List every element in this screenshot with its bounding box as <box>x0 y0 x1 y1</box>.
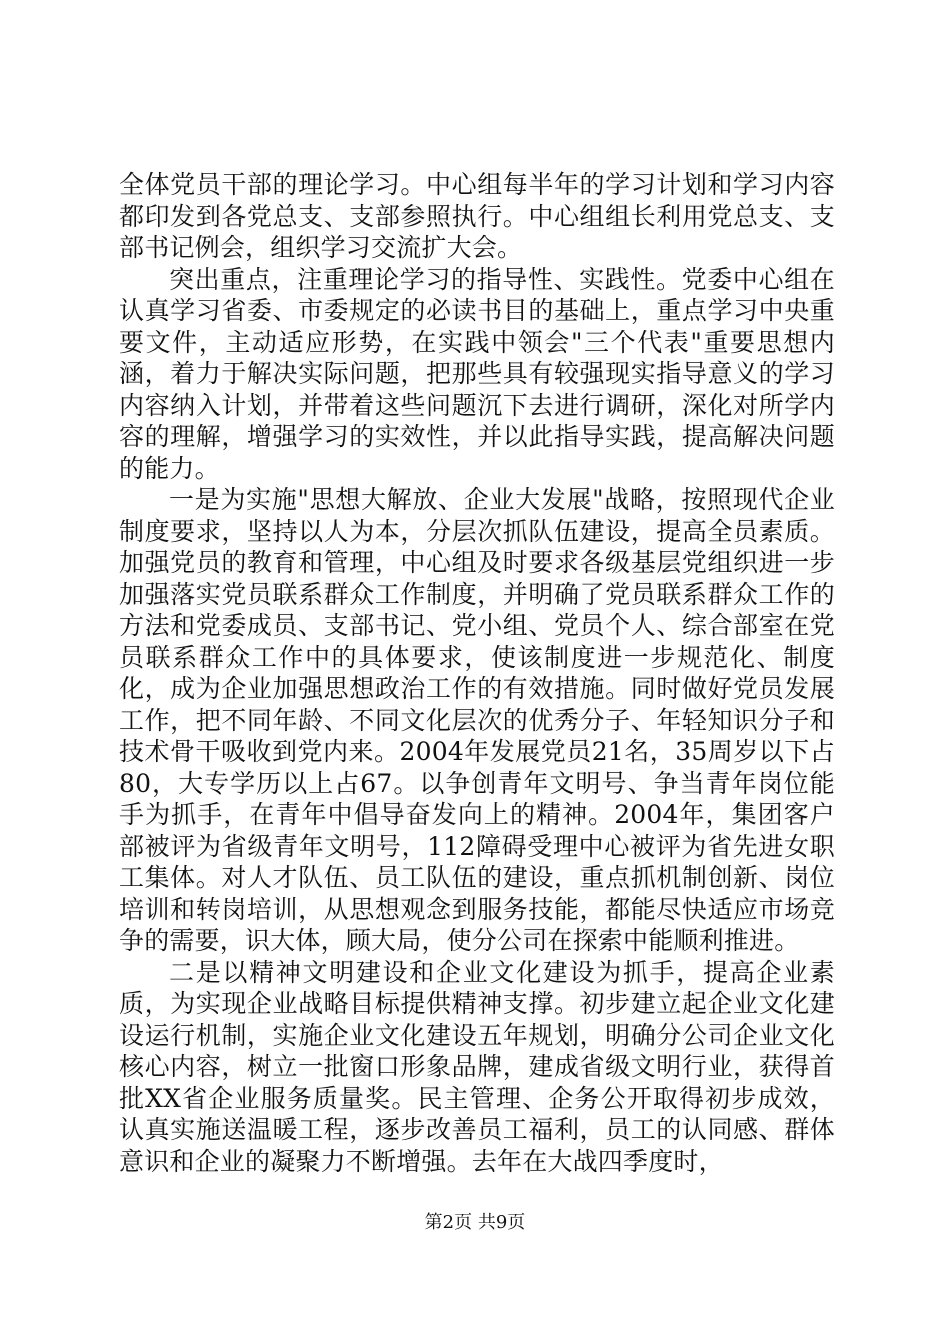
page-number-footer: 第2页 共9页 <box>424 1212 526 1233</box>
document-body <box>119 169 835 1177</box>
paragraph-1: 全体党员干部的理论学习。中心组每半年的学习计划和学习内容都印发到各党总支、支部参照执行。中心组组长利用党总支、支部书记例会，组织学习交流扩大会。 <box>119 170 835 262</box>
paragraph-2: 突出重点，注重理论学习的指导性、实践性。党委中心组在认真学习省委、市委规定的必读书目的基础上，重点学习中央重要文件，主动适应形势，在实践中领会"三个代表"重要思想内涵，着力于解决实际问题，把那些具有较强现实指导意义的学习内容纳入计划，并带着这些问题沉下去进行调研，深化对所学内容的理解，增强学习的实效性，并以此指导实践，提高解决问题的能力。 <box>119 264 835 483</box>
paragraph-3: 一是为实施"思想大解放、企业大发展"战略，按照现代企业制度要求，坚持以人为本，分层次抓队伍建设，提高全员素质。加强党员的教育和管理，中心组及时要求各级基层党组织进一步加强落实党员联系群众工作制度，并明确了党员联系群众工作的方法和党委成员、支部书记、党小组、党员个人、综合部室在党员联系群众工作中的具体要求，使该制度进一步规范化、制度化，成为企业加强思想政治工作的有效措施。同时做好党员发展工作，把不同年龄、不同文化层次的优秀分子、年轻知识分子和技术骨干吸收到党内来。2004年发展党员21名，35周岁以下占80，大专学历以上占67。以争创青年文明号、争当青年岗位能手为抓手，在青年中倡导奋发向上的精神。2004年，集团客户部被评为省级青年文明号，112障碍受理中心被评为省先进女职工集体。对人才队伍、员工队伍的建设，重点抓机制创新、岗位培训和转岗培训，从思想观念到服务技能，都能尽快适应市场竞争的需要，识大体，顾大局，使分公司在探索中能顺利推进。 <box>119 485 835 955</box>
paragraph-4: 二是以精神文明建设和企业文化建设为抓手，提高企业素质，为实现企业战略目标提供精神支撑。初步建立起企业文化建设运行机制，实施企业文化建设五年规划，明确分公司企业文化核心内容，树立一批窗口形象品牌，建成省级文明行业，获得首批XX省企业服务质量奖。民主管理、企务公开取得初步成效，认真实施送温暖工程，逐步改善员工福利，员工的认同感、群体意识和企业的凝聚力不断增强。去年在大战四季度时， <box>119 957 835 1176</box>
